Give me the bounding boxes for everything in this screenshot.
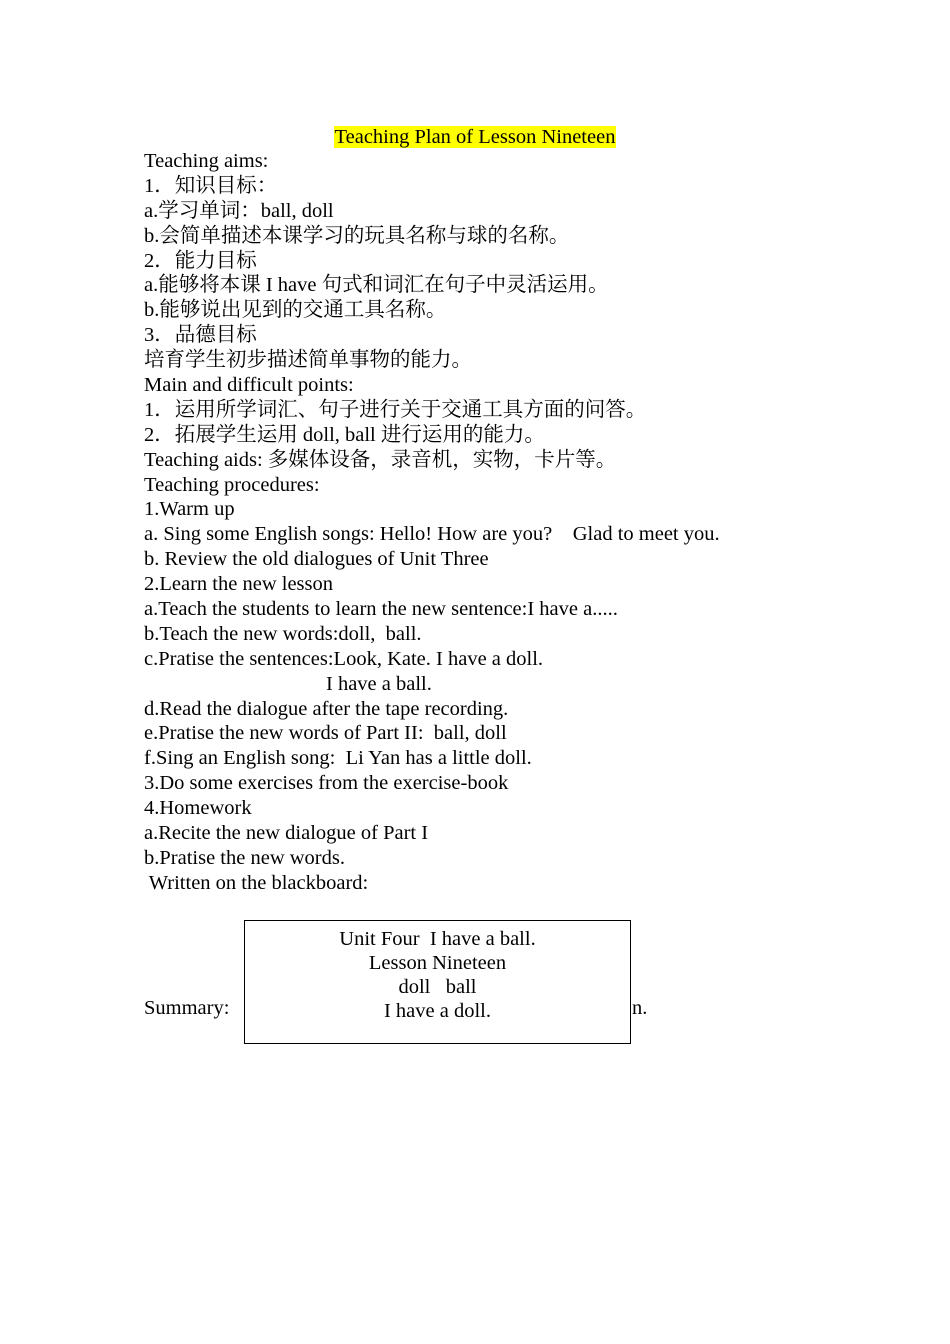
text-line: e.Pratise the new words of Part II: ball, doll <box>144 722 507 745</box>
text-line: Teaching aids: 多媒体设备，录音机，实物，卡片等。 <box>144 448 617 471</box>
summary-label: Summary: <box>144 997 235 1019</box>
text-line: a.能够将本课 I have 句式和词汇在句子中灵活运用。 <box>144 274 609 297</box>
summary-tail: n. <box>632 997 648 1019</box>
text-line: 3．品德目标 <box>144 324 257 347</box>
text-line: Teaching procedures: <box>144 473 320 496</box>
blackboard-line: doll ball <box>398 976 477 998</box>
text-line: c.Pratise the sentences:Look, Kate. I have a doll. <box>144 647 544 670</box>
text-line: b.能够说出见到的交通工具名称。 <box>144 299 447 322</box>
blackboard-line: Unit Four I have a ball. <box>339 928 536 950</box>
text-line: 培育学生初步描述简单事物的能力。 <box>144 349 472 372</box>
text-line: b.会简单描述本课学习的玩具名称与球的名称。 <box>144 224 570 247</box>
text-line: b.Pratise the new words. <box>144 846 345 869</box>
text-line: I have a ball. <box>326 672 432 695</box>
text-line: a.Recite the new dialogue of Part I <box>144 822 429 845</box>
text-line: 4.Homework <box>144 797 252 820</box>
blackboard-box <box>244 920 631 1044</box>
text-line: a.Teach the students to learn the new sentence:I have a..... <box>144 598 618 621</box>
text-line: 1.Warm up <box>144 498 235 521</box>
text-line: Teaching aims: <box>144 150 269 172</box>
text-line: 2.Learn the new lesson <box>144 573 333 596</box>
text-line: d.Read the dialogue after the tape recording. <box>144 697 509 720</box>
text-line: 1．知识目标： <box>144 174 278 197</box>
document-body <box>144 149 844 896</box>
text-line: 3.Do some exercises from the exercise-book <box>144 772 509 795</box>
text-line: Main and difficult points: <box>144 374 354 397</box>
document-title <box>0 124 950 150</box>
text-line: a.学习单词：ball, doll <box>144 199 334 222</box>
text-line: Written on the blackboard: <box>144 871 369 894</box>
text-line: 2．能力目标 <box>144 249 257 272</box>
text-line: b.Teach the new words:doll, ball. <box>144 622 422 645</box>
text-line: a. Sing some English songs: Hello! How are you? Glad to meet you. <box>144 523 720 546</box>
title-highlight: Teaching Plan of Lesson Nineteen <box>334 126 616 148</box>
text-line: f.Sing an English song: Li Yan has a little doll. <box>144 747 532 770</box>
text-line: b. Review the old dialogues of Unit Three <box>144 548 489 571</box>
blackboard-line: I have a doll. <box>383 1000 491 1022</box>
blackboard-line: Lesson Nineteen <box>368 952 507 974</box>
text-line: 1．运用所学词汇、句子进行关于交通工具方面的问答。 <box>144 398 647 421</box>
text-line: 2．拓展学生运用 doll, ball 进行运用的能力。 <box>144 423 545 446</box>
